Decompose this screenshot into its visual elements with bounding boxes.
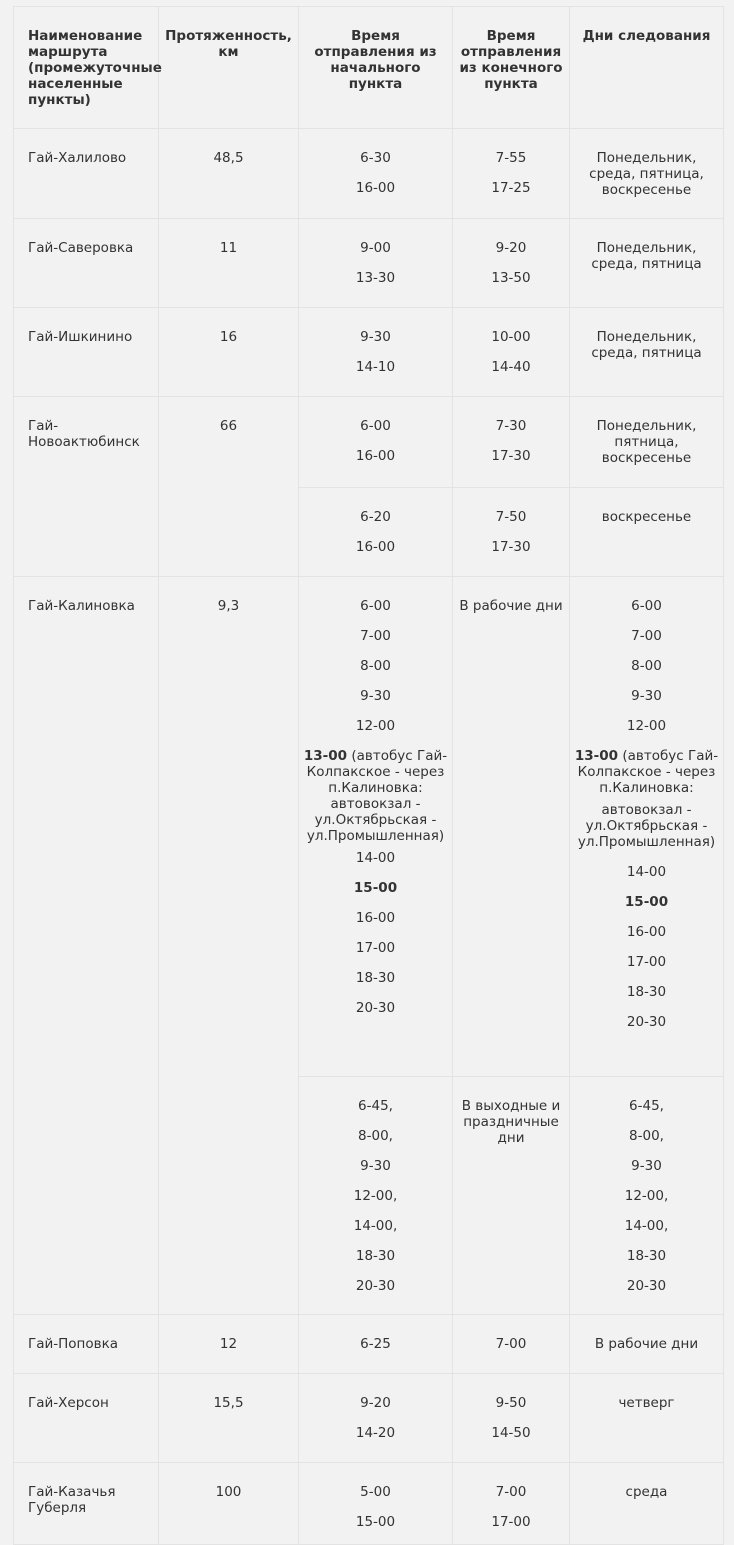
time: 6-25 [360,1336,391,1352]
route-days: четверг [570,1374,724,1463]
time: 16-00 [355,539,396,555]
start-times [299,1463,453,1545]
header-route: Наименование маршрута (промежуточные населенные пункты) [14,7,159,129]
end-times [453,488,570,577]
time: 14-40 [491,359,531,375]
bold-time: 15-00 [624,894,669,910]
start-times [299,219,453,308]
time: 7-55 [495,150,527,166]
time: 12-00, [624,1188,669,1204]
time: 15-00 [355,1514,396,1530]
route-name: Гай-Саверовка [14,219,159,308]
end-times [570,577,724,1077]
time: 20-30 [626,1278,667,1294]
route-days: Понедельник, среда, пятница [570,219,724,308]
end-times [453,1463,570,1545]
time: 14-00 [626,864,667,880]
route-length: 48,5 [159,129,299,219]
route-name: Гай-Ишкинино [14,308,159,397]
time: 9-00 [360,240,391,256]
time: 16-00 [355,448,396,464]
time: 9-30 [631,1158,662,1174]
header-length: Протяженность, км [159,7,299,129]
special-trip [303,748,448,850]
route-name: Гай-Казачья Губерля [14,1463,159,1545]
time: 9-20 [495,240,527,256]
special-time: 13-00 [574,748,619,764]
end-times [453,308,570,397]
time: 8-00 [360,658,391,674]
route-length: 9,3 [159,577,299,1315]
end-times [453,219,570,308]
route-length: 12 [159,1315,299,1374]
time: 10-00 [491,329,531,345]
time: 14-00 [355,850,396,866]
route-length: 16 [159,308,299,397]
time: 7-00 [495,1336,527,1352]
time: 6-00 [360,418,391,434]
time: 7-00 [495,1484,527,1500]
time: 20-30 [355,1278,396,1294]
time: 18-30 [355,970,396,986]
time: 12-00, [353,1188,398,1204]
time: 17-00 [355,940,396,956]
end-times [453,397,570,488]
time: 7-30 [495,418,527,434]
table-row [14,397,724,488]
time: 14-00, [624,1218,669,1234]
end-times [453,129,570,219]
route-name: Гай-Поповка [14,1315,159,1374]
start-times [299,1077,453,1315]
time: 17-25 [491,180,531,196]
table-row [14,129,724,219]
route-length: 66 [159,397,299,577]
end-times [453,1315,570,1374]
time: 20-30 [355,1000,396,1016]
route-days: воскресенье [570,488,724,577]
time: 9-30 [360,329,391,345]
time: 17-30 [491,448,531,464]
special-note: (автобус Гай-Колпакское - через п.Калиновка: автовокзал - ул.Октябрьская - ул.Промышленная) [306,748,448,844]
weekday-label: В рабочие дни [453,577,570,1077]
route-days: Понедельник, среда, пятница, воскресенье [570,129,724,219]
route-name: Гай-Новоактюбинск [14,397,159,577]
time: 9-30 [360,1158,391,1174]
time-bold [303,880,448,910]
time: 16-00 [355,910,396,926]
time: 17-30 [491,539,531,555]
time: 6-45, [358,1098,393,1114]
time: 9-20 [360,1395,391,1411]
time: 16-00 [626,924,667,940]
time: 5-00 [360,1484,391,1500]
time: 13-50 [491,270,531,286]
time: 7-00 [631,628,662,644]
time: 6-20 [360,509,391,525]
time: 9-30 [631,688,662,704]
start-times [299,488,453,577]
table-row [14,577,724,1077]
special-time: 13-00 [303,748,348,764]
time: 9-30 [360,688,391,704]
time: 6-00 [360,598,391,614]
start-times [299,129,453,219]
time: 7-00 [360,628,391,644]
time: 14-10 [355,359,396,375]
time: 18-30 [355,1248,396,1264]
time: 8-00, [629,1128,664,1144]
time: 6-45, [629,1098,664,1114]
route-days: среда [570,1463,724,1545]
start-times [299,577,453,1077]
route-days: Понедельник, среда, пятница [570,308,724,397]
start-times [299,308,453,397]
start-times [299,397,453,488]
time: 18-30 [626,984,667,1000]
time: 16-00 [355,180,396,196]
time: 14-20 [355,1425,396,1441]
route-days: В рабочие дни [570,1315,724,1374]
time: 8-00, [358,1128,393,1144]
route-length: 100 [159,1463,299,1545]
route-name: Гай-Халилово [14,129,159,219]
route-length: 15,5 [159,1374,299,1463]
route-name: Гай-Херсон [14,1374,159,1463]
time: 12-00 [626,718,667,734]
time: 17-00 [491,1514,531,1530]
table-row [14,1374,724,1463]
bold-time: 15-00 [353,880,398,896]
time: 13-30 [355,270,396,286]
header-dep-start: Время отправления из начального пункта [299,7,453,129]
time: 7-50 [495,509,527,525]
time: 20-30 [626,1014,667,1030]
time: 9-50 [495,1395,527,1411]
time-bold [574,894,719,924]
end-times [570,1077,724,1315]
weekend-label: В выходные и праздничные дни [453,1077,570,1315]
time: 12-00 [355,718,396,734]
route-days: Понедельник, пятница, воскресенье [570,397,724,488]
route-name: Гай-Калиновка [14,577,159,1315]
header-dep-end: Время отправления из конечного пункта [453,7,570,129]
route-length: 11 [159,219,299,308]
special-note-cont: автовокзал - ул.Октябрьская - ул.Промышленная) [577,802,716,850]
table-row [14,1463,724,1545]
time: 14-00, [353,1218,398,1234]
time: 18-30 [626,1248,667,1264]
schedule-table [13,6,724,1545]
time: 8-00 [631,658,662,674]
special-note: (автобус Гай-Колпакское - через п.Калиновка: [577,748,719,796]
table-row [14,219,724,308]
table-row [14,308,724,397]
table-row [14,1315,724,1374]
time: 6-00 [631,598,662,614]
header-row [14,7,724,129]
header-days: Дни следования [570,7,724,129]
start-times [299,1374,453,1463]
time: 14-50 [491,1425,531,1441]
end-times [453,1374,570,1463]
special-trip [574,748,719,802]
time: 17-00 [626,954,667,970]
start-times [299,1315,453,1374]
time: 6-30 [360,150,391,166]
